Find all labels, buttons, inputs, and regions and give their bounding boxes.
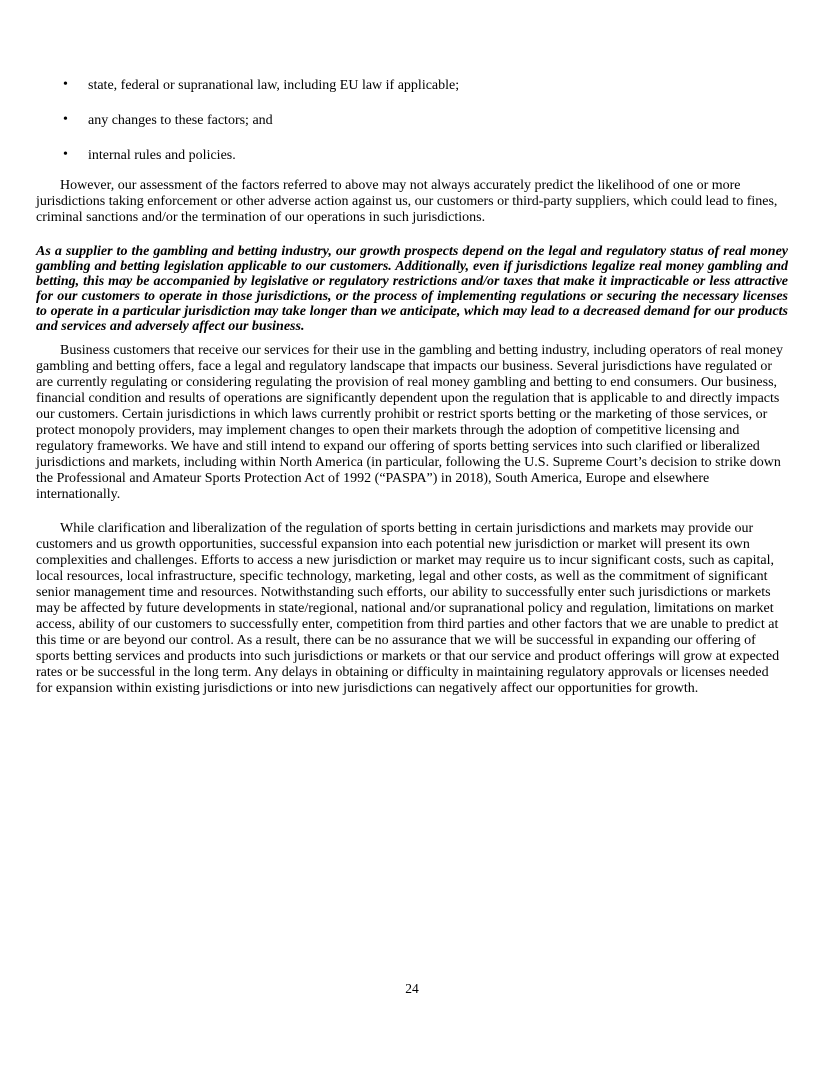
list-item (36, 148, 788, 164)
bullet-text-internal-rules: internal rules and policies. (88, 148, 236, 163)
bullet-icon: • (63, 77, 68, 92)
paragraph-assessment: However, our assessment of the factors referred to above may not always accurately predict the likelihood of one or more jurisdictions taking enforcement or other adverse action against us, our customers or third-party suppliers, which could lead to fines, criminal sanctions and/or the termination of our operations in such jurisdictions. (36, 178, 778, 225)
list-item (36, 78, 788, 94)
bullet-icon: • (63, 112, 68, 127)
bullet-icon: • (63, 147, 68, 162)
page-number: 24 (405, 981, 419, 996)
bullet-text-changes: any changes to these factors; and (88, 113, 273, 128)
paragraph-business-customers: Business customers that receive our services for their use in the gambling and betting industry, including operators of real money gambling and betting offers, face a legal and regulatory landscape that impacts our business. Several jurisdictions have regulated or are currently regulating or considering regulating the provision of real money gambling and betting to end consumers. Our business, financial condition and results of operations are significantly dependent upon the regulation that is applicable to and directly impacts our customers. Certain jurisdictions in which laws currently prohibit or restrict sports betting or the marketing of those services, or protect monopoly providers, may implement changes to open their markets through the adoption of competitive licensing and regulatory frameworks. We have and still intend to expand our offering of sports betting services into such clarified or liberalized jurisdictions and markets, including within North America (in particular, following the U.S. Supreme Court’s decision to strike down the Professional and Amateur Sports Protection Act of 1992 (“PASPA”) in 2018), South America, Europe and elsewhere internationally. (36, 343, 784, 502)
bullet-list (36, 78, 788, 164)
list-item (36, 113, 788, 129)
bullet-text-law: state, federal or supranational law, including EU law if applicable; (88, 78, 460, 93)
risk-factor-heading: As a supplier to the gambling and betting industry, our growth prospects depend on the legal and regulatory status of real money gambling and betting legislation applicable to our customers. Additionally, even if jurisdictions legalize real money gambling and betting, this may be accompanied by legislative or regulatory restrictions and/or taxes that make it impracticable or less attractive for our customers to operate in those jurisdictions, or the process of implementing regulations or securing the necessary licenses to operate in a particular jurisdiction may take longer than we anticipate, which may lead to a decreased demand for our products and services and adversely affect our business. (36, 244, 788, 334)
paragraph-expansion-challenges: While clarification and liberalization of the regulation of sports betting in certain jurisdictions and markets may provide our customers and us growth opportunities, successful expansion into each potential new jurisdiction or market will present its own complexities and challenges. Efforts to access a new jurisdiction or market may require us to incur significant costs, such as capital, local resources, local infrastructure, specific technology, marketing, legal and other costs, as well as the commitment of significant senior management time and resources. Notwithstanding such efforts, our ability to successfully enter such jurisdictions or markets may be affected by future developments in state/regional, national and/or supranational policy and regulation, limitations on market access, ability of our customers to successfully enter, competition from third parties and other factors that we are unable to predict at this time or are beyond our control. As a result, there can be no assurance that we will be successful in expanding our offering of sports betting services and products into such jurisdictions or markets or that our service and product offerings will grow at expected rates or be successful in the long term. Any delays in obtaining or difficulty in maintaining regulatory approvals or licenses needed for expansion within existing jurisdictions or into new jurisdictions can negatively affect our opportunities for growth. (36, 521, 780, 696)
